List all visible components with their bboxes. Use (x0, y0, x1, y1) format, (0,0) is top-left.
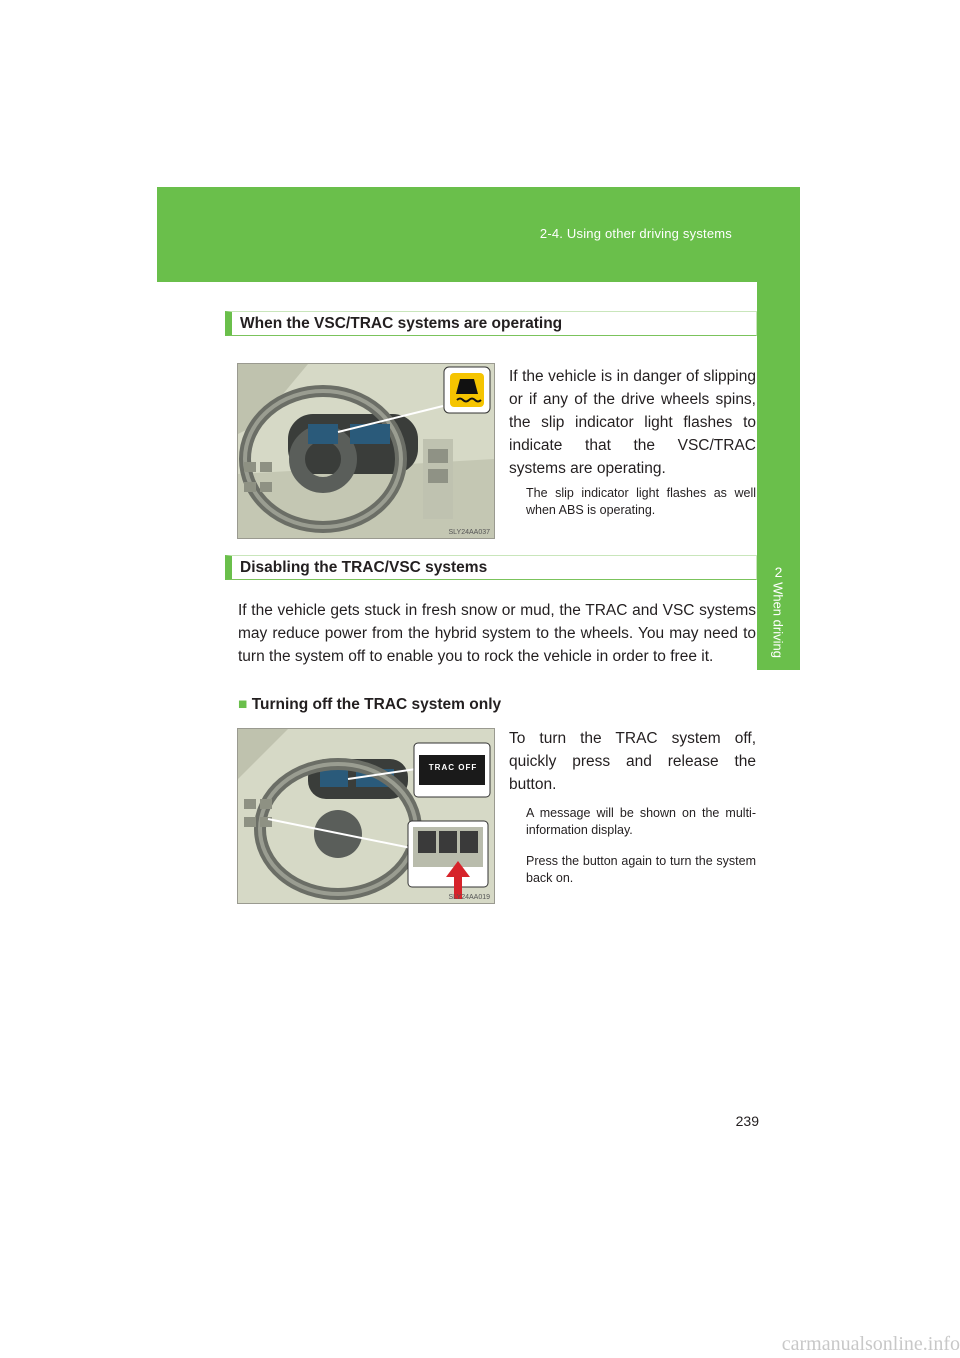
section-heading-text: When the VSC/TRAC systems are operating (240, 315, 563, 332)
slip-indicator-paragraph: If the vehicle is in danger of slipping or if any of the drive wheels spins, the slip indicator light flashes to indicate that the VSC/TRAC systems are operating. (509, 368, 756, 477)
turn-back-on-note: Press the button again to turn the system back on. (526, 854, 756, 885)
subheading-bullet: ■ (238, 696, 248, 713)
section-title: 2-4. Using other driving systems (539, 226, 732, 241)
dashboard-drawing (238, 364, 494, 538)
image-code: SLY24AA037 (448, 529, 490, 536)
page-number: 239 (735, 1113, 759, 1129)
subheading-text: Turning off the TRAC system only (251, 696, 502, 713)
dashboard-slip-indicator-illustration (237, 363, 495, 539)
watermark: carmanualsonline.info (781, 1333, 960, 1355)
section-heading-vsc-operating (225, 311, 757, 336)
section-heading-text: Disabling the TRAC/VSC systems (240, 559, 488, 576)
trac-off-button-illustration (237, 728, 495, 904)
trac-off-display: TRAC OFF (428, 763, 478, 772)
message-note: A message will be shown on the multi-information display. (526, 806, 756, 837)
disabling-paragraph: If the vehicle gets stuck in fresh snow or mud, the TRAC and VSC systems may reduce power from the hybrid system to the wheels. You may need to turn the system off to enable you to rock the vehicle in order to free it. (238, 602, 756, 665)
trac-off-instruction: To turn the TRAC system off, quickly press and release the button. (509, 730, 756, 793)
chapter-label: When driving (770, 582, 786, 658)
section-heading-disabling (225, 555, 757, 580)
dashboard-switch-drawing (238, 729, 494, 903)
image-code: SLY24AA019 (448, 894, 490, 901)
chapter-number: 2 (774, 564, 783, 580)
subheading-trac-only (238, 696, 501, 714)
abs-note: The slip indicator light flashes as well when ABS is operating. (526, 486, 756, 517)
